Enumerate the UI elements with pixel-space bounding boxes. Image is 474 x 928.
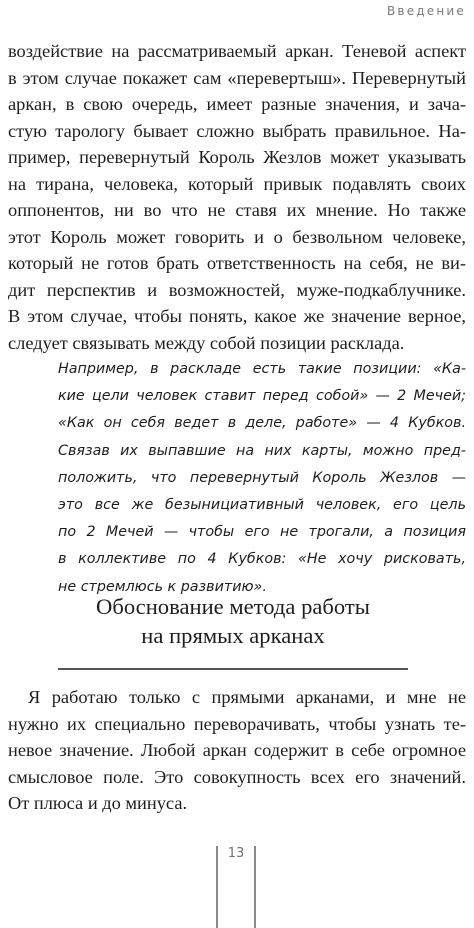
example-quote xyxy=(58,356,466,601)
text-line: невое значение. Любой аркан содержит в себе огромное xyxy=(8,740,466,760)
quote-line: Связав их выпавшие на них карты, можно пред- xyxy=(58,442,466,459)
page-footer xyxy=(216,846,256,928)
quote-line: в коллективе по 4 Кубков: «Не хочу рисковать, xyxy=(58,551,466,568)
quote-line: «Как он себя ведет в деле, работе» — 4 Кубков. xyxy=(58,415,466,432)
text-line: оппонентов, ни во что не ставя их мнение. Но также xyxy=(8,200,466,220)
text-line: этот Король может говорить и о безвольном человеке, xyxy=(8,226,466,247)
text-line: Я работаю только с прямыми арканами, и мне не xyxy=(28,687,466,707)
quote-line: по 2 Мечей — чтобы его не трогали, а позиция xyxy=(58,524,466,541)
quote-line: не стремлюсь к развитию». xyxy=(58,578,267,595)
text-line: аркан, в свою очередь, имеет разные значения, и зача- xyxy=(8,94,466,114)
text-line: дит перспектив и возможностей, муже-подкаблучнике. xyxy=(8,279,466,300)
section-heading-line: Обоснование метода работы xyxy=(96,594,370,619)
text-line: воздействие на рассматриваемый аркан. Теневой аспект xyxy=(8,41,466,61)
text-line: От плюса и до минуса. xyxy=(8,793,188,813)
text-line: В этом случае, чтобы понять, какое же значение верное, xyxy=(8,306,466,326)
page-number: 13 xyxy=(227,846,245,861)
text-line: который не готов брать ответственность на себя, не ви- xyxy=(8,253,466,273)
text-line: смысловое поле. Это совокупность всех его значений. xyxy=(8,766,466,787)
body-paragraph-1 xyxy=(8,38,466,356)
section-heading xyxy=(58,580,408,670)
text-line: на тирана, человека, который привык подавлять своих xyxy=(8,173,466,194)
quote-line: Например, в раскладе есть такие позиции: «Ка- xyxy=(58,361,466,377)
text-line: стую тарологу бывает сложно выбрать правильное. На- xyxy=(8,120,466,141)
text-line: в этом случае покажет сам «перевертыш». Перевернутый xyxy=(8,67,466,88)
quote-line: это все же безынициативный человек, его цель xyxy=(58,497,466,514)
body-paragraph-2 xyxy=(8,684,466,817)
section-heading-line: на прямых арканах xyxy=(141,623,325,648)
quote-line: положить, что перевернутый Король Жезлов — xyxy=(58,469,466,486)
running-head: Введение xyxy=(387,4,466,18)
quote-line: кие цели человек ставит перед собой» — 2 Мечей; xyxy=(58,388,466,405)
text-line: пример, перевернутый Король Жезлов может указывать xyxy=(8,147,466,167)
text-line: следует связывать между собой позиции расклада. xyxy=(8,332,405,353)
text-line: нужно их специально переворачивать, чтобы узнать те- xyxy=(8,713,466,734)
